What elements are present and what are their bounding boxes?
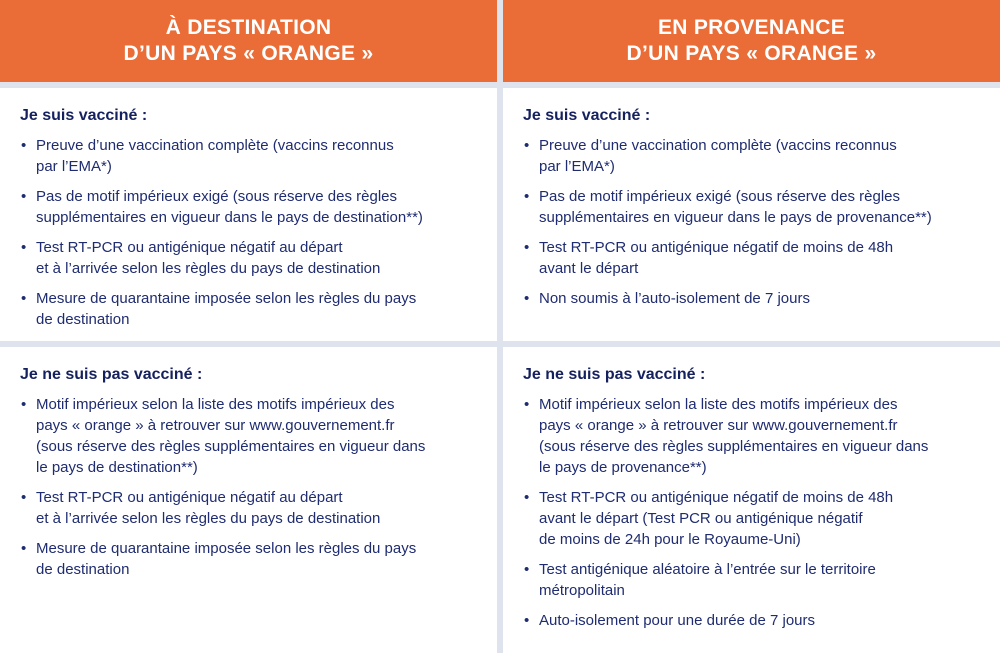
header-line: D’UN PAYS « ORANGE »: [123, 42, 374, 65]
list-item-line: avant le départ (Test PCR ou antigénique négatif: [539, 510, 863, 527]
list-item-line: • Non soumis à l’auto-isolement de 7 jours: [539, 290, 810, 307]
list-item-line: • Mesure de quarantaine imposée selon les règles du pays: [36, 540, 417, 557]
list-item-line: • Motif impérieux selon la liste des motifs impérieux des: [36, 396, 395, 413]
header-line: À DESTINATION: [165, 16, 332, 39]
list-item: [523, 288, 980, 309]
list-item-line: par l’EMA*): [36, 158, 112, 175]
list-item-line: (sous réserve des règles supplémentaires en vigueur dans: [539, 438, 929, 455]
list-item: [523, 394, 980, 478]
list-item-line: • Mesure de quarantaine imposée selon les règles du pays: [36, 290, 417, 307]
list-item: [20, 487, 477, 529]
list-item-line: • Test RT-PCR ou antigénique négatif au départ: [36, 239, 343, 256]
list-item: [523, 487, 980, 550]
cell-provenance-vaccinated: [503, 88, 1000, 341]
list-item-line: métropolitain: [539, 582, 625, 599]
list-item-line: avant le départ: [539, 260, 639, 277]
bullet-list: [523, 394, 980, 631]
header-provenance: [503, 0, 1000, 82]
list-item-line: par l’EMA*): [539, 158, 615, 175]
header-line: EN PROVENANCE: [657, 16, 846, 39]
list-item-line: • Preuve d’une vaccination complète (vaccins reconnus: [539, 137, 897, 154]
bullet-list: [20, 394, 477, 580]
cell-title: Je ne suis pas vacciné :: [523, 366, 706, 383]
list-item-line: supplémentaires en vigueur dans le pays de destination**): [36, 209, 423, 226]
list-item-line: • Test RT-PCR ou antigénique négatif au départ: [36, 489, 343, 506]
list-item-line: • Motif impérieux selon la liste des motifs impérieux des: [539, 396, 898, 413]
list-item-line: de destination: [36, 561, 130, 578]
list-item: [523, 186, 980, 228]
list-item-line: et à l’arrivée selon les règles du pays de destination: [36, 510, 381, 527]
cell-destination-vaccinated: [0, 88, 497, 341]
list-item-line: • Preuve d’une vaccination complète (vaccins reconnus: [36, 137, 394, 154]
list-item-line: supplémentaires en vigueur dans le pays de provenance**): [539, 209, 932, 226]
list-item-line: • Test antigénique aléatoire à l’entrée sur le territoire: [539, 561, 876, 578]
cell-destination-unvaccinated: [0, 347, 497, 653]
cell-provenance-unvaccinated: [503, 347, 1000, 653]
list-item-line: • Pas de motif impérieux exigé (sous réserve des règles: [539, 188, 900, 205]
list-item-line: le pays de provenance**): [539, 459, 707, 476]
list-item-line: et à l’arrivée selon les règles du pays de destination: [36, 260, 381, 277]
list-item: [20, 186, 477, 228]
list-item-line: • Pas de motif impérieux exigé (sous réserve des règles: [36, 188, 397, 205]
header-destination: [0, 0, 497, 82]
list-item-line: pays « orange » à retrouver sur www.gouvernement.fr: [539, 417, 898, 434]
list-item: [523, 610, 980, 631]
list-item: [20, 394, 477, 478]
list-item: [20, 538, 477, 580]
list-item: [20, 135, 477, 177]
list-item-line: de destination: [36, 311, 130, 328]
bullet-list: [20, 135, 477, 330]
list-item: [523, 237, 980, 279]
cell-title: Je suis vacciné :: [20, 107, 148, 124]
list-item-line: (sous réserve des règles supplémentaires en vigueur dans: [36, 438, 426, 455]
list-item-line: • Test RT-PCR ou antigénique négatif de moins de 48h: [539, 239, 894, 256]
list-item-line: le pays de destination**): [36, 459, 198, 476]
list-item-line: pays « orange » à retrouver sur www.gouvernement.fr: [36, 417, 395, 434]
list-item: [523, 559, 980, 601]
list-item: [20, 237, 477, 279]
list-item-line: • Auto-isolement pour une durée de 7 jours: [539, 612, 816, 629]
list-item-line: de moins de 24h pour le Royaume-Uni): [539, 531, 801, 548]
cell-title: Je suis vacciné :: [523, 107, 651, 124]
header-line: D’UN PAYS « ORANGE »: [626, 42, 877, 65]
list-item: [523, 135, 980, 177]
list-item: [20, 288, 477, 330]
cell-title: Je ne suis pas vacciné :: [20, 366, 203, 383]
bullet-list: [523, 135, 980, 309]
list-item-line: • Test RT-PCR ou antigénique négatif de moins de 48h: [539, 489, 894, 506]
